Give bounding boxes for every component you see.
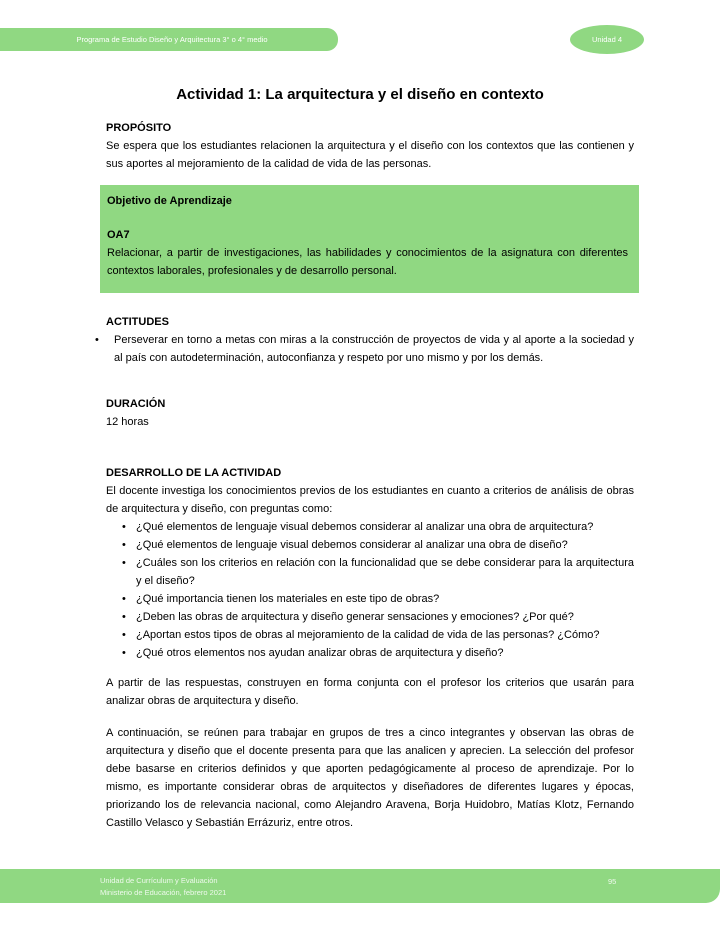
desarrollo-heading: DESARROLLO DE LA ACTIVIDAD (106, 467, 282, 479)
question-list-item: • ¿Aportan estos tipos de obras al mejoramiento de la calidad de vida de las personas? ¿Cómo? (106, 626, 634, 644)
duracion-heading: DURACIÓN (106, 398, 166, 410)
actitudes-list (92, 331, 634, 367)
proposito-body: Se espera que los estudiantes relacionen la arquitectura y el diseño con los contextos que las contienen y sus aportes al mejoramiento de la calidad de vida de las personas. (106, 140, 634, 170)
footer-credits (100, 875, 226, 898)
unit-badge-label: Unidad 4 (591, 35, 623, 44)
question-list-item: • ¿Cuáles son los criterios en relación con la funcionalidad que se debe considerar para la arquitectura y el diseño? (106, 554, 634, 590)
desarrollo-questions-list (106, 518, 634, 662)
desarrollo-paragraph: A continuación, se reúnen para trabajar en grupos de tres a cinco integrantes y observan las obras de arquitectura y diseño que el docente presenta para que las analicen y aprecien. La selección del profesor debe basarse en criterios definidos y que aporten pedagógicamente al proceso de aprendizaje. Por lo mismo, es importante considerar obras de arquitectos y diseñadores de diferentes lugares y épocas, priorizando los de relevancia nacional, como Alejandro Aravena, Borja Huidobro, Matías Klotz, Fernando Castillo Velasco y Sebastián Errázuriz, entre otros. (106, 727, 634, 829)
question-list-item: • ¿Qué importancia tienen los materiales en este tipo de obras? (106, 590, 634, 608)
duracion-value: 12 horas (106, 416, 149, 428)
footer-ministry-line: Ministerio de Educación, febrero 2021 (100, 887, 227, 897)
objetivo-body: Relacionar, a partir de investigaciones, las habilidades y conocimientos de la asignatura con diferentes contextos laborales, profesionales y de desarrollo personal. (107, 247, 628, 277)
learning-objective-box (100, 185, 639, 293)
question-list-item: • ¿Qué elementos de lenguaje visual debemos considerar al analizar una obra de diseño? (106, 536, 634, 554)
objetivo-code: OA7 (107, 229, 130, 241)
actitudes-section (92, 313, 634, 367)
unit-badge (570, 25, 644, 54)
desarrollo-section (106, 464, 634, 832)
page-number: 95 (608, 877, 617, 886)
actitudes-heading: ACTITUDES (106, 316, 169, 328)
proposito-heading: PROPÓSITO (106, 122, 172, 134)
activity-title: Actividad 1: La arquitectura y el diseño en contexto (176, 86, 544, 103)
footer-unit-line: Unidad de Currículum y Evaluación (100, 876, 218, 885)
question-list-item: • ¿Qué otros elementos nos ayudan analizar obras de arquitectura y diseño? (106, 644, 634, 662)
desarrollo-paragraph: A partir de las respuestas, construyen en forma conjunta con el profesor los criterios que usarán para analizar obras de arquitectura y diseño. (106, 677, 634, 707)
proposito-section (106, 119, 634, 173)
question-list-item: • ¿Deben las obras de arquitectura y diseño generar sensaciones y emociones? ¿Por qué? (106, 608, 634, 626)
actitudes-list-item: • Perseverar en torno a metas con miras a la construcción de proyectos de vida y al aporte a la sociedad y al país con autodeterminación, autoconfianza y respeto por uno mismo y por los demás. (92, 331, 634, 367)
duracion-section (106, 395, 634, 431)
desarrollo-intro: El docente investiga los conocimientos previos de los estudiantes en cuanto a criterios de análisis de obras de arquitectura y diseño, con preguntas como: (106, 485, 634, 515)
question-list-item: • ¿Qué elementos de lenguaje visual debemos considerar al analizar una obra de arquitectura? (106, 518, 634, 536)
program-header-label: Programa de Estudio Diseño y Arquitectura 3° o 4° medio (76, 35, 268, 44)
program-header-banner (0, 28, 338, 51)
objetivo-heading: Objetivo de Aprendizaje (107, 195, 232, 207)
desarrollo-paragraphs (106, 674, 634, 832)
footer-banner (0, 869, 720, 903)
